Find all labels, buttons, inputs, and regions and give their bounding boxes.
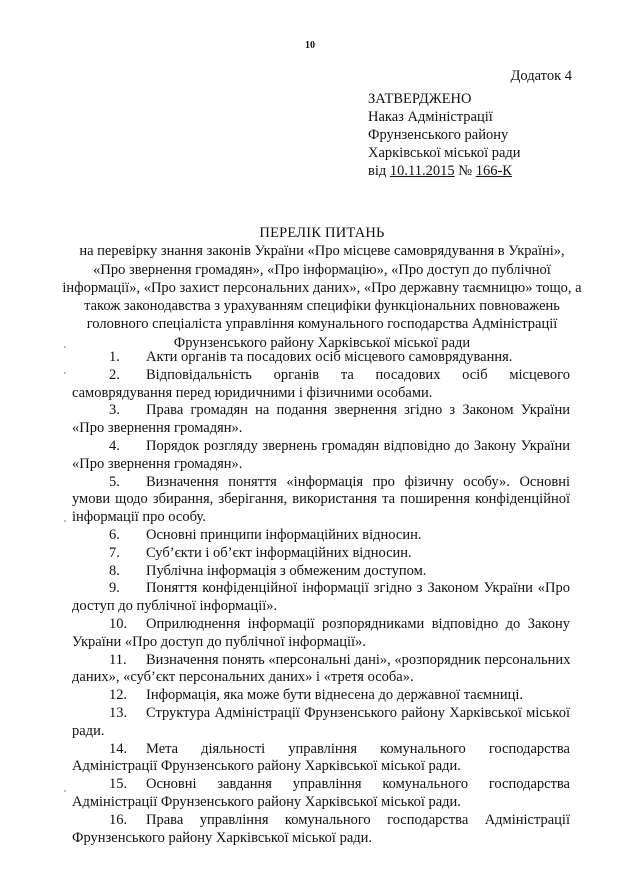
document-title — [62, 224, 582, 352]
question-text: Відповідальність органів та посадових осіб місцевого — [146, 366, 570, 383]
scan-dot — [64, 520, 66, 522]
question-text: Порядок розгляду звернень громадян відповідно до Закону України — [146, 437, 570, 454]
approval-date: 10.11.2015 — [389, 163, 455, 179]
question-text: Визначення понять «персональні дані», «розпорядник персональних — [146, 651, 571, 668]
question-number: 6. — [109, 526, 120, 543]
question-first-line — [72, 349, 570, 367]
title-line: на перевірку знання законів України «Про місцеве самоврядування в Україні», — [79, 243, 565, 260]
question-number: 3. — [109, 402, 120, 419]
annex-label: Додаток 4 — [510, 68, 572, 84]
approval-line-3: Харківської міської ради — [368, 145, 521, 161]
question-number: 15. — [109, 776, 128, 793]
question-continuation: «Про звернення громадян». — [72, 455, 243, 472]
question-continuation: ради. — [72, 722, 105, 739]
approval-approved: ЗАТВЕРДЖЕНО — [368, 91, 472, 107]
question-text: Права громадян на подання звернення згідно з Законом України — [146, 402, 570, 419]
approval-line-1: Наказ Адміністрації — [368, 109, 493, 125]
scan-dot — [64, 346, 66, 348]
question-item — [72, 474, 570, 527]
question-number: 2. — [109, 366, 120, 383]
question-item — [72, 616, 570, 652]
question-number: 13. — [109, 704, 128, 721]
question-item — [72, 527, 570, 545]
question-continuation: «Про звернення громадян». — [72, 420, 243, 437]
question-first-line — [72, 705, 570, 723]
question-item — [72, 349, 570, 367]
question-text: Основні завдання управління комунального господарства — [146, 776, 570, 793]
approval-date-line — [368, 162, 521, 180]
question-number: 9. — [109, 580, 120, 597]
question-number: 5. — [109, 473, 120, 490]
question-continuation: умови щодо збирання, зберігання, використання та поширення конфіденційної — [72, 491, 570, 508]
question-first-line — [72, 580, 570, 598]
question-text: Мета діяльності управління комунального господарства — [146, 740, 570, 757]
question-first-line — [72, 776, 570, 794]
question-list — [72, 349, 570, 847]
title-heading: ПЕРЕЛІК ПИТАНЬ — [259, 225, 385, 241]
question-text: Основні принципи інформаційних відносин. — [146, 526, 422, 543]
question-continuation: України «Про доступ до публічної інформації». — [72, 633, 366, 650]
question-item — [72, 705, 570, 741]
question-number: 14. — [109, 740, 128, 757]
question-text: Оприлюднення інформації розпорядниками відповідно до Закону — [146, 615, 570, 632]
question-first-line — [72, 687, 570, 705]
question-continuation: Фрунзенського району Харківської міської ради. — [72, 829, 373, 846]
question-number: 4. — [109, 437, 120, 454]
question-continuation: самоврядування перед юридичними і фізичними особами. — [72, 384, 433, 401]
approval-date-prefix: від — [368, 163, 387, 179]
question-first-line — [72, 812, 570, 830]
question-first-line — [72, 474, 570, 492]
question-text: Права управління комунального господарства Адміністрації — [146, 811, 570, 828]
title-line: «Про звернення громадян», «Про інформацію», «Про доступ до публічної — [93, 261, 551, 278]
question-first-line — [72, 563, 570, 581]
question-text: Суб’єкти і об’єкт інформаційних відносин. — [146, 544, 412, 561]
approval-stamp — [368, 90, 521, 180]
scan-dot — [64, 790, 66, 792]
question-first-line — [72, 438, 570, 456]
question-first-line — [72, 616, 570, 634]
question-item — [72, 812, 570, 848]
question-item — [72, 367, 570, 403]
question-continuation: Адміністрації Фрунзенського району Харківської міської ради. — [72, 793, 461, 810]
question-item — [72, 563, 570, 581]
question-number: 1. — [109, 349, 120, 365]
title-line: Фрунзенського району Харківської міської ради — [173, 334, 471, 351]
title-line: головного спеціаліста управління комунального господарства Адміністрації — [86, 316, 558, 333]
page-number: 10 — [305, 40, 315, 51]
question-first-line — [72, 367, 570, 385]
question-number: 11. — [109, 651, 127, 668]
title-line: інформації», «Про захист персональних даних», «Про державну таємницю» тощо, а — [62, 279, 582, 296]
question-first-line — [72, 402, 570, 420]
approval-number-sign: № — [458, 163, 473, 179]
question-text: Поняття конфіденційної інформації згідно з Законом України «Про — [146, 580, 570, 597]
question-item — [72, 580, 570, 616]
approval-number: 166-К — [475, 163, 512, 179]
question-text: Структура Адміністрації Фрунзенського району Харківської міської — [146, 704, 570, 721]
question-item — [72, 687, 570, 705]
question-first-line — [72, 741, 570, 759]
question-continuation: Адміністрації Фрунзенського району Харківської міської ради. — [72, 758, 461, 775]
question-number: 12. — [109, 687, 128, 704]
question-item — [72, 741, 570, 777]
scan-dot — [64, 372, 66, 374]
question-number: 7. — [109, 544, 120, 561]
question-continuation: інформації про особу. — [72, 509, 206, 526]
question-first-line — [72, 545, 570, 563]
question-item — [72, 545, 570, 563]
question-text: Акти органів та посадових осіб місцевого самоврядування. — [146, 349, 513, 365]
question-item — [72, 438, 570, 474]
title-line: також законодавства з урахуванням специфіки функціональних повноважень — [84, 298, 560, 315]
question-first-line — [72, 652, 570, 670]
question-item — [72, 776, 570, 812]
question-first-line — [72, 527, 570, 545]
question-number: 8. — [109, 562, 120, 579]
question-continuation: доступ до публічної інформації». — [72, 598, 278, 615]
approval-line-2: Фрунзенського району — [368, 127, 509, 143]
question-item — [72, 402, 570, 438]
question-text: Інформація, яка може бути віднесена до державної таємниці. — [146, 687, 524, 704]
question-item — [72, 652, 570, 688]
question-number: 10. — [109, 615, 128, 632]
question-number: 16. — [109, 811, 128, 828]
question-continuation: даних», «суб’єкт персональних даних» і «третя особа». — [72, 669, 414, 686]
question-text: Публічна інформація з обмеженим доступом. — [146, 562, 427, 579]
question-text: Визначення поняття «інформація про фізичну особу». Основні — [146, 473, 570, 490]
